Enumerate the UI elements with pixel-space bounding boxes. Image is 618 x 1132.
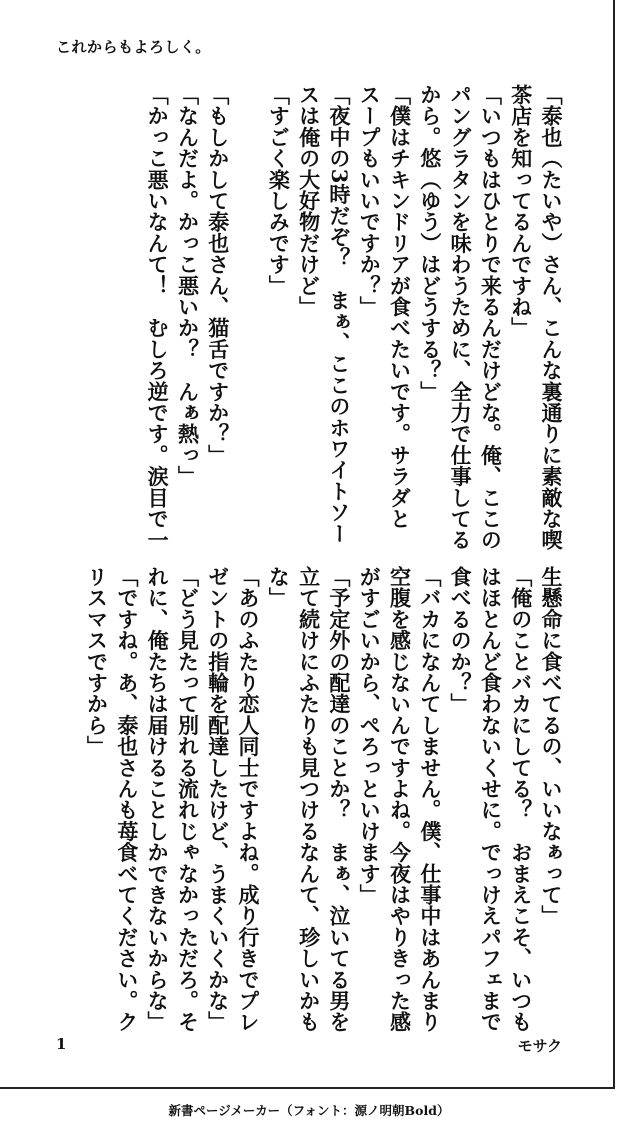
text-tier-top: 「泰也（たいや）さん、こんな裏通りに素敵な喫 茶店を知ってるんですね」 「いつもはひとりで来るんだけどな。俺、ここの パングラタンを味わうために、全力で仕事してる から。悠（ゆう）はどうする？」 「僕はチキンドリアが食べたいです。サラダと スープもいいですか？」 「夜中の3時だぞ？ まぁ、ここのホワイトソー スは俺の大好物だけど」 「すごく楽しみです」 「もしかして泰也さん、猫舌ですか？」 「なんだよ。かっこ悪いか？ んぁ熱っ」 「かっこ悪いなんて！ むしろ逆です。涙目で一 — [145, 84, 564, 551]
author-name: モサク — [517, 1037, 562, 1055]
page-number: 1 — [56, 1035, 67, 1053]
text-tier-bottom: 生懸命に食べてるの、いいなぁって」 「俺のことバカにしてる？ おまえこそ、いつも はほとんど食わないくせに。でっけえパフェまで 食べるのか？」 「バカになんてしません。僕、仕事中はあんまり 空腹を感じないんですよね。今夜はやりきった感 がすごいから、ぺろっといけます」 「予定外の配達のことか？ まぁ、泣いてる男を 立て続けにふたりも見つけるなんて、珍しいかも な」 「あのふたり恋人同士ですよね。成り行きでプレ ゼントの指輪を配達したけど、うまくいくかな」 「どう見たって別れる流れじゃなかっただろ。そ れに、俺たちは届けることしかできないからな」 「ですね。あ、泰也さんも苺食べてください。ク リスマスですから」 — [84, 566, 564, 1033]
page-header: これからもよろしく。 — [56, 38, 211, 56]
credit-caption: 新書ページメーカー（フォント：源ノ明朝Bold） — [168, 1103, 450, 1118]
